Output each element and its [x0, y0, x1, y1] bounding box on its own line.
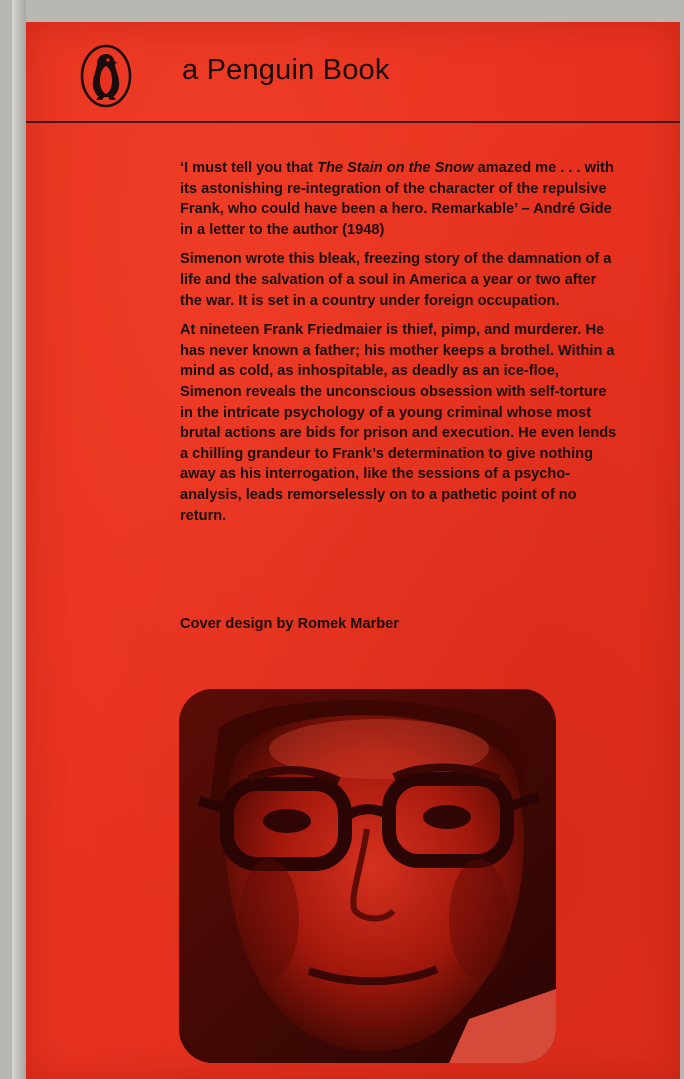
quote-rest-text: amazed me . . . with its astonishing re-integration of the character of the repulsive Frank, who could have been a hero. Remarkable’ – André Gide in a letter to the author (1948)	[180, 160, 614, 238]
publisher-brand-text: a Penguin Book	[182, 54, 390, 86]
back-cover	[26, 22, 680, 1079]
book-spine-edge	[12, 0, 26, 1079]
quote-book-title: The Stain on the Snow	[317, 160, 474, 176]
blurb-text	[180, 158, 620, 535]
blurb-paragraph-2: Simenon wrote this bleak, freezing story of the damnation of a life and the salvation of a soul in America a year or two after the war. It is set in a country under foreign occupation.	[180, 251, 612, 309]
penguin-logo-icon	[80, 44, 132, 108]
blurb-paragraph-3: At nineteen Frank Friedmaier is thief, pimp, and murderer. He has never known a father; his mother keeps a brothel. Within a mind as cold, as inhospitable, as deadly as an ice-floe, Simenon reveals the unconscious obsession with self-torture in the intricate psychology of a young criminal whose most brutal actions are bids for prison and execution. He even lends a chilling grandeur to Frank’s determination to give nothing away as his interrogation, like the sessions of a psycho-analysis, leads remorselessly on to a pathetic point of no return.	[180, 322, 617, 524]
blurb-quote-paragraph	[180, 158, 620, 240]
cover-header	[26, 22, 680, 122]
author-portrait-photo	[179, 689, 556, 1063]
header-divider	[26, 121, 680, 123]
quote-open-text: ‘I must tell you that	[180, 160, 318, 176]
cover-design-credit: Cover design by Romek Marber	[180, 616, 399, 632]
